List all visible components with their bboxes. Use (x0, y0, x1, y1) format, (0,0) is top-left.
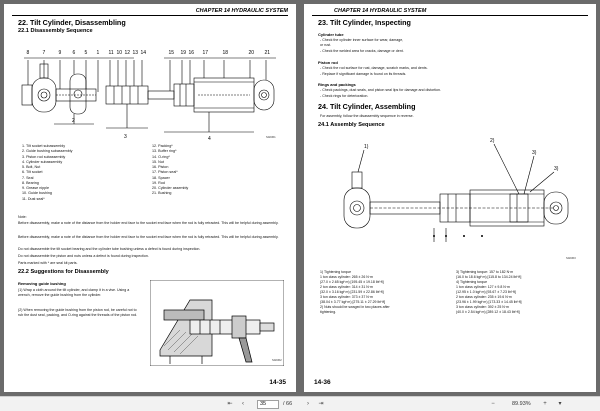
torque-note: (38.04 ± 3.77 kgf·m) [275.11 ± 27.29 lbf·ft] (320, 299, 386, 304)
page-number: 14-36 (314, 379, 331, 386)
callout-number: 4 (208, 136, 211, 142)
legend-item: 3. Piston rod subassembly (22, 154, 66, 159)
legend-item: 5. Bolt, Nut (22, 165, 41, 169)
figure-code: S02363 (566, 256, 576, 260)
torque-note: 1) Tightening torque (320, 270, 352, 274)
procedure-title: Removing guide bushing (18, 281, 66, 286)
legend-item: 9. Grease nipple (22, 186, 50, 190)
torque-note: 2 ton class cylinder: 314 ± 31 N·m (320, 284, 373, 289)
torque-note: 2) Nuts should be swaged in two places after (320, 304, 390, 309)
viewer-toolbar (0, 396, 600, 411)
page-number-input[interactable]: 35 (257, 400, 279, 409)
figure-code: S02362 (272, 358, 282, 362)
bullet-item: Before disassembly, make a note of the distance from the holder end face to the socket end face when the rod is fully retracted. This will be helpful during assembly. (18, 235, 279, 239)
first-page-icon[interactable]: ⇤ (227, 401, 233, 407)
inspect-item: - Check the cylinder inner surface for wear, damage, (320, 38, 404, 42)
callout-number: 1 (96, 50, 100, 56)
inspect-item: or rust. (320, 43, 332, 47)
torque-note: tightening. (320, 309, 337, 314)
callout-number: 6 (72, 50, 76, 56)
torque-note: (23.96 ± 1.99 kgf·m) [173.33 ± 14.45 lbf·ft] (456, 299, 522, 304)
legend-item: 21. Bushing (152, 191, 172, 196)
subsection-title: 22.1 Disassembly Sequence (18, 28, 93, 34)
bullet-item: Parts marked with * are seal kit parts. (18, 261, 78, 265)
torque-note: (27.0 ± 2.65 kgf·m) [195.45 ± 19.18 lbf·ft] (320, 279, 384, 284)
callout-number: 9 (58, 50, 62, 56)
callout-number: 14 (140, 50, 147, 56)
callout-number: 3 (124, 134, 127, 140)
torque-note: (16.0 to 18.6 kgf·m) [115.8 to 134.24 lbf·ft] (456, 274, 522, 279)
zoom-out-icon[interactable]: − (491, 401, 495, 407)
torque-note: 3 ton class cylinder: 392 ± 25 N·m (456, 304, 509, 309)
legend-item: 20. Cylinder assembly (152, 186, 189, 190)
page-14-36 (304, 4, 596, 392)
note-label: Note: (18, 215, 27, 219)
inspect-heading: Rings and packings (318, 82, 356, 87)
section-title: 23. Tilt Cylinder, Inspecting (318, 18, 411, 27)
chapter-header: CHAPTER 14 HYDRAULIC SYSTEM (334, 8, 427, 14)
page-14-35 (4, 4, 296, 392)
prev-page-icon[interactable]: ‹ (242, 401, 244, 407)
section-title: 24. Tilt Cylinder, Assembling (318, 102, 416, 111)
parts-legend-right (152, 144, 188, 197)
callout-number: 16 (188, 50, 195, 56)
zoom-menu-icon[interactable]: ▾ (558, 401, 562, 407)
note-paragraph: Before disassembly, make a note of the distance from the holder end face to the socket end face when the rod is fully retracted. This will be helpful during assembly. (18, 221, 279, 225)
zoom-in-icon[interactable]: + (543, 401, 547, 407)
legend-item: 10. Guide bushing (22, 191, 52, 196)
assembly-text: For assembly, follow the disassembly sequence in reverse. (320, 114, 414, 118)
legend-item: 17. Piston seal* (152, 170, 178, 175)
zoom-level: 89.93% (512, 401, 531, 407)
subsection-title: 24.1 Assembly Sequence (318, 122, 385, 128)
vise-figure (150, 280, 284, 366)
legend-item: 12. Packing* (152, 144, 173, 148)
torque-notes-right (456, 270, 522, 315)
legend-item: 1. Tilt socket subassembly (22, 144, 66, 148)
legend-item: 6. Tilt socket (22, 170, 43, 175)
torque-note: (32.0 ± 3.16 kgf·m) [231.59 ± 22.86 lbf·ft] (320, 289, 384, 294)
bullet-item: Do not disassemble the piston and nuts unless a defect is found during inspection. (18, 254, 149, 258)
total-pages: / 66 (283, 401, 293, 407)
callout-number: 21 (264, 50, 271, 56)
callout-number: 13 (132, 50, 139, 56)
torque-note: 2 ton class cylinder: 235 ± 19.6 N·m (456, 294, 512, 299)
torque-note: 3) Tightening torque: 157 to 182 N·m (456, 270, 514, 274)
callout-number: 11 (108, 50, 114, 56)
inspect-item: - Replace if significant damage is found on its threads. (320, 72, 407, 76)
torque-note: (12.95 ± 1.0 kgf·m) [93.67 ± 7.23 lbf·ft] (456, 289, 516, 294)
callout-number: 5 (84, 50, 88, 56)
legend-item: 2. Guide bushing subassembly (22, 149, 73, 154)
callout-number: 3) (532, 150, 537, 156)
legend-item: 15. Nut (152, 159, 164, 164)
torque-notes-left (320, 270, 390, 315)
torque-note: 3 ton class cylinder: 373 ± 37 N·m (320, 294, 373, 299)
disassembly-diagram (14, 38, 286, 142)
inspect-item: - Check the welded area for cracks, damage or dent. (320, 49, 404, 53)
legend-item: 4. Cylinder subassembly (22, 159, 63, 164)
callout-number: 15 (168, 50, 175, 56)
assembly-diagram (314, 132, 586, 264)
last-page-icon[interactable]: ⇥ (318, 401, 324, 407)
section-title: 22. Tilt Cylinder, Disassembling (18, 18, 126, 27)
inspect-item: - Check rings for deterioration. (320, 94, 369, 98)
callout-number: 7 (42, 50, 46, 56)
callout-number: 12 (124, 50, 131, 56)
legend-item: 8. Bearing (22, 180, 39, 185)
callout-number: 20 (248, 50, 255, 56)
inspect-item: - Check the rod surface for rust, damage, scratch marks, and dents. (320, 66, 428, 70)
callout-number: 2) (490, 138, 495, 144)
legend-item: 16. Piston (152, 165, 169, 169)
callout-number: 3) (554, 166, 559, 172)
torque-note: 4) Tightening torque (456, 279, 488, 284)
legend-item: 19. Rod (152, 180, 165, 185)
legend-item: 7. Seal (22, 175, 34, 180)
callout-number: 8 (26, 50, 30, 56)
next-page-icon[interactable]: › (307, 401, 309, 407)
legend-item: 14. O-ring* (152, 154, 170, 159)
torque-note: 1 ton class cylinder: 127 ± 9.8 N·m (456, 284, 510, 289)
callout-labels (364, 138, 559, 172)
callout-number: 17 (202, 50, 209, 56)
legend-item: 18. Spacer (152, 175, 170, 180)
inspect-heading: Piston rod (318, 60, 338, 65)
callout-labels (27, 50, 271, 56)
legend-item: 13. Buffer ring* (152, 149, 177, 154)
callout-number: 19 (180, 50, 187, 56)
step-2: (2) When removing the guide bushing from the piston rod, be careful not to rub the dust seal, packing, and O-ring against the threads of the piston rod. (18, 308, 138, 318)
torque-note: 1 ton class cylinder: 265 ± 26 N·m (320, 274, 373, 279)
figure-code: S02361 (266, 135, 276, 139)
parts-legend-left (22, 144, 72, 202)
page-number: 14-35 (269, 379, 286, 386)
callout-labels-bottom (72, 118, 211, 142)
bullet-item: Do not disassemble the tilt socket bearing and the cylinder tube bushing unless a defect is found during inspection. (18, 247, 201, 251)
torque-note: (40.0 ± 2.54 kgf·m) [289.12 ± 18.43 lbf·ft] (456, 309, 520, 314)
callout-number: 1) (364, 144, 369, 150)
callout-number: 10 (116, 50, 123, 56)
callout-number: 18 (222, 50, 229, 56)
chapter-header: CHAPTER 14 HYDRAULIC SYSTEM (195, 8, 288, 14)
inspect-item: - Check packings, dust seals, and piston seal lips for damage and distortion. (320, 88, 442, 92)
inspect-heading: Cylinder tube (318, 32, 344, 37)
header-rule (12, 15, 288, 16)
step-1: (1) Wrap a cloth around the tilt cylinder, and clamp it in a vise. Using a wrench, remove the guide bushing from the cylinder. (18, 288, 130, 298)
legend-item: 11. Dust seal* (22, 196, 45, 201)
header-rule (312, 15, 588, 16)
subsection-title: 22.2 Suggestions for Disassembly (18, 269, 109, 275)
callout-number: 2 (72, 118, 75, 124)
